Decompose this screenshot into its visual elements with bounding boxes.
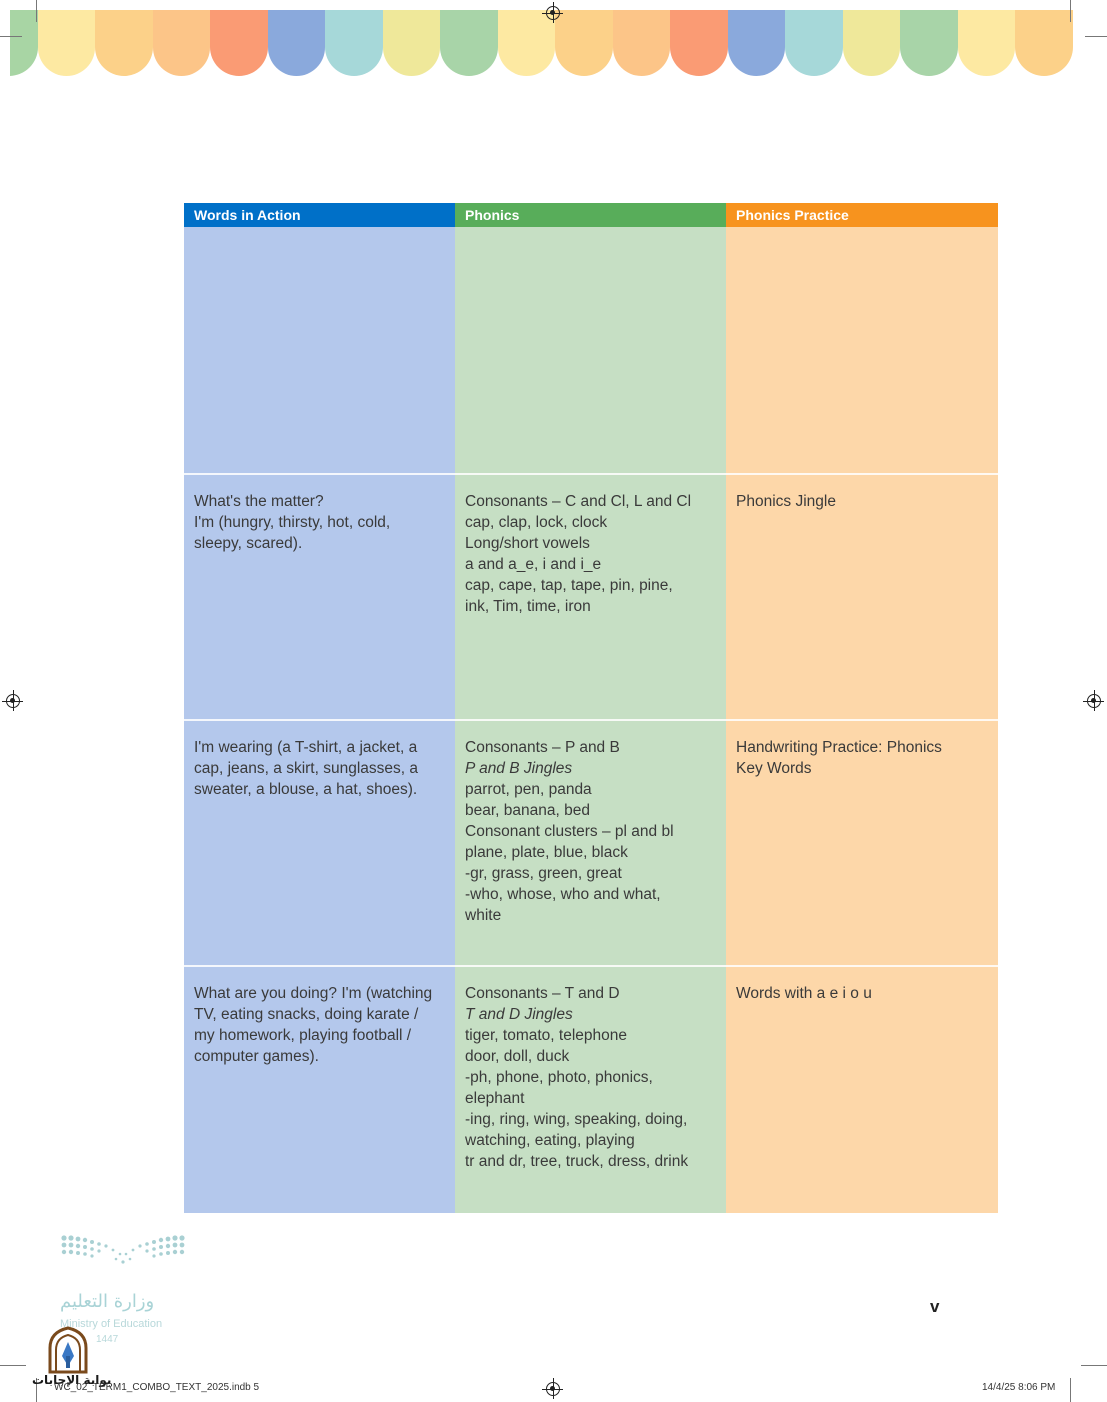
banner-scallop (498, 10, 556, 76)
cell-line: plane, plate, blue, black (465, 844, 628, 861)
banner-scallop (785, 10, 843, 76)
cell-line: Consonants – P and B (465, 739, 620, 756)
cell-line: -ph, phone, photo, phonics, (465, 1069, 653, 1086)
cell-line: -ing, ring, wing, speaking, doing, (465, 1111, 688, 1128)
banner-scallop (900, 10, 958, 76)
cell-line: ink, Tim, time, iron (465, 598, 591, 615)
cell-line: parrot, pen, panda (465, 781, 592, 798)
cell-line: white (465, 907, 502, 924)
cell-line: cap, clap, lock, clock (465, 514, 608, 531)
row-divider (184, 965, 998, 967)
banner-scallop (728, 10, 786, 76)
banner-scallop (670, 10, 728, 76)
scope-sequence-table (184, 203, 998, 1213)
crop-mark (1085, 36, 1107, 37)
cell-line: Key Words (736, 760, 812, 777)
banner-scallop (95, 10, 153, 76)
portal-logo-icon (46, 1326, 90, 1374)
cell-line: What's the matter? (194, 493, 324, 510)
cell-line: cap, cape, tap, tape, pin, pine, (465, 577, 673, 594)
cell-line: Handwriting Practice: Phonics (736, 739, 942, 756)
cell-line: tiger, tomato, telephone (465, 1027, 628, 1044)
crop-mark (36, 0, 37, 22)
crop-mark (1070, 1378, 1071, 1402)
cell-line: watching, eating, playing (465, 1132, 635, 1149)
banner-scallop (613, 10, 671, 76)
ministry-name-english: Ministry of Education (60, 1318, 163, 1330)
cell-line: -gr, grass, green, great (465, 865, 622, 882)
portal-watermark-text: بوابة الإجابات (32, 1373, 112, 1387)
ministry-name-arabic: وزارة التعليم (60, 1291, 155, 1312)
row-divider (184, 719, 998, 721)
print-slug-timestamp: 14/4/25 8:06 PM (982, 1382, 1056, 1393)
banner-scallop (843, 10, 901, 76)
cell-line: cap, jeans, a skirt, sunglasses, a (194, 760, 419, 777)
page-number: v (930, 1297, 940, 1316)
cell-line: What are you doing? I'm (watching (194, 985, 433, 1002)
cell-line: tr and dr, tree, truck, dress, drink (465, 1153, 689, 1170)
cell-line: Consonant clusters – pl and bl (465, 823, 674, 840)
table-cell-practice (736, 983, 989, 1004)
cell-line: a and a_e, i and i_e (465, 556, 602, 573)
crop-mark (0, 1365, 26, 1366)
cell-line: my homework, playing football / (194, 1027, 412, 1044)
table-cell-words (194, 737, 447, 800)
cell-line: Phonics Jingle (736, 493, 836, 510)
cell-line: Consonants – T and D (465, 985, 620, 1002)
cell-line: I'm (hungry, thirsty, hot, cold, (194, 514, 391, 531)
banner-scallop (383, 10, 441, 76)
table-cell-words (194, 491, 447, 554)
cell-line: Long/short vowels (465, 535, 590, 552)
banner-scallop (268, 10, 326, 76)
banner-scallop (555, 10, 613, 76)
table-cell-practice (736, 737, 989, 779)
cell-line: Words with a e i o u (736, 985, 872, 1002)
table-cell-phonics (465, 983, 718, 1172)
column-header-words-in-action: Words in Action (184, 203, 455, 227)
banner-scallop (325, 10, 383, 76)
column-header-phonics-practice: Phonics Practice (726, 203, 998, 227)
cell-line: bear, banana, bed (465, 802, 590, 819)
crop-mark (0, 36, 22, 37)
cell-line: sweater, a blouse, a hat, shoes). (194, 781, 418, 798)
cell-line: T and D Jingles (465, 1006, 573, 1023)
cell-line: computer games). (194, 1048, 319, 1065)
banner-scallop (153, 10, 211, 76)
banner-scallop (10, 10, 38, 76)
cell-line: door, doll, duck (465, 1048, 570, 1065)
table-cell-phonics (465, 491, 718, 617)
cell-line: P and B Jingles (465, 760, 573, 777)
table-cell-phonics (465, 737, 718, 926)
banner-scallop (440, 10, 498, 76)
registration-mark-icon (6, 694, 20, 708)
registration-mark-icon (546, 1382, 560, 1396)
cell-line: sleepy, scared). (194, 535, 303, 552)
ministry-logo-icon (56, 1232, 196, 1292)
cell-line: Consonants – C and Cl, L and Cl (465, 493, 692, 510)
row-divider (184, 473, 998, 475)
banner-scallop (1015, 10, 1073, 76)
banner-scallop (958, 10, 1016, 76)
cell-line: elephant (465, 1090, 525, 1107)
cell-line: I'm wearing (a T-shirt, a jacket, a (194, 739, 418, 756)
banner-scallop (38, 10, 96, 76)
crop-mark (1070, 0, 1071, 22)
cell-line: -who, whose, who and what, (465, 886, 661, 903)
crop-mark (1081, 1365, 1107, 1366)
registration-mark-icon (1087, 694, 1101, 708)
ministry-year: 1447 (96, 1334, 119, 1345)
column-phonics-practice (726, 203, 998, 1213)
table-cell-practice (736, 491, 989, 512)
print-slug-filename: WC_02_TERM1_COMBO_TEXT_2025.indb 5 (54, 1382, 260, 1393)
table-cell-words (194, 983, 447, 1067)
registration-mark-icon (546, 6, 560, 20)
banner-scallop (210, 10, 268, 76)
column-header-phonics: Phonics (455, 203, 726, 227)
cell-line: TV, eating snacks, doing karate / (194, 1006, 419, 1023)
